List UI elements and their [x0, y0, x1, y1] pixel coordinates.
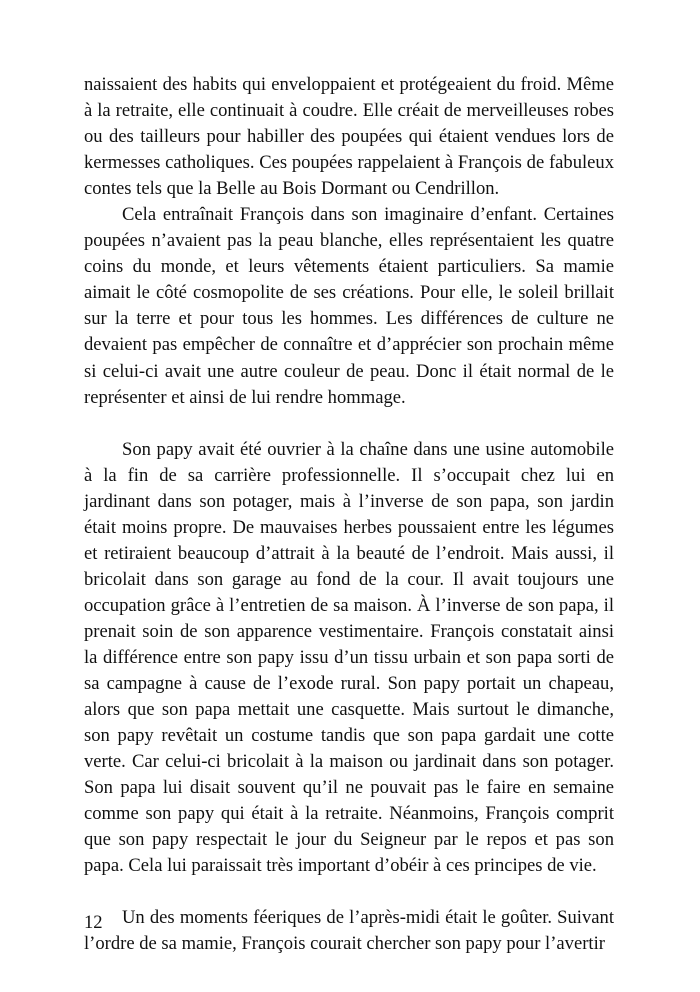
paragraph-continuation: naissaient des habits qui enveloppaient et protégeaient du froid. Même à la retraite, elle continuait à coudre. Elle créait de merveilleuses robes ou des tailleurs pour habiller des poupées qui étaient vendues lors de kermesses catholiques. Ces poupées rappelaient à François de fabuleux contes tels que la Belle au Bois Dormant ou Cendrillon. — [84, 74, 614, 200]
page-number: 12 — [84, 912, 103, 933]
paragraph-gouter: Un des moments féeriques de l’après-midi était le goûter. Suivant l’ordre de sa mamie, François courait chercher son papy pour l’avertir — [84, 907, 614, 955]
paragraph-papy: Son papy avait été ouvrier à la chaîne dans une usine automobile à la fin de sa carrière professionnelle. Il s’occupait chez lui en jardinant dans son potager, mais à l’inverse de son papa, son jardin était moins propre. De mauvaises herbes poussaient entre les légumes et retiraient beaucoup d’attrait à la beauté de l’endroit. Mais aussi, il bricolait dans son garage au fond de la cour. Il avait toujours une occupation grâce à l’entretien de sa maison. À l’inverse de son papa, il prenait soin de son apparence vestimentaire. François constatait ainsi la différence entre son papy issu d’un tissu urbain et son papa sorti de sa campagne à cause de l’exode rural. Son papy portait un chapeau, alors que son papa mettait une casquette. Mais surtout le dimanche, son papy revêtait un costume tandis que son papa gardait une cotte verte. Car celui-ci bricolait à la maison ou jardinait dans son potager. Son papa lui disait souvent qu’il ne pouvait pas le faire en semaine comme son papy qui était à la retraite. Néanmoins, François comprit que son papy respectait le jour du Seigneur par le repos et pas son papa. Cela lui paraissait très important d’obéir à ces principes de vie. — [84, 438, 614, 877]
body-text — [84, 72, 614, 958]
paragraph-dolls: Cela entraînait François dans son imaginaire d’enfant. Certaines poupées n’avaient pas la peau blanche, elles représentaient les quatre coins du monde, et leurs vêtements étaient particuliers. Sa mamie aimait le côté cosmopolite de ses créations. Pour elle, le soleil brillait sur la terre et pour tous les hommes. Les différences de culture ne devaient pas empêcher de connaître et d’apprécier son prochain même si celui-ci avait une autre couleur de peau. Donc il était normal de le représenter et ainsi de lui rendre hommage. — [84, 204, 614, 408]
